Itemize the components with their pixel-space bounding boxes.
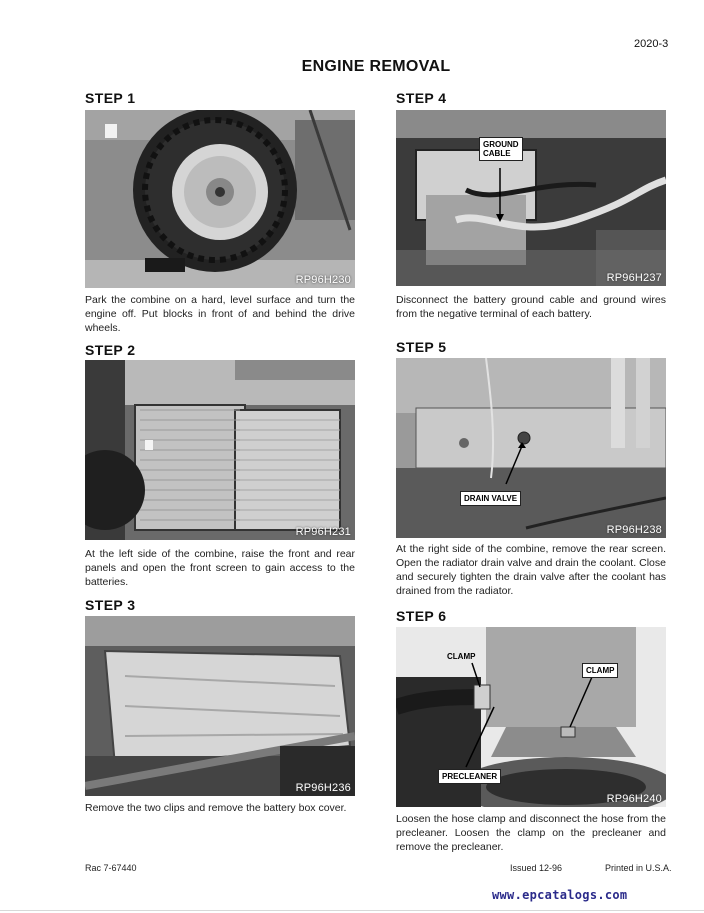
page-title: ENGINE REMOVAL — [301, 58, 451, 75]
clamp-callout-right: CLAMP — [582, 663, 618, 678]
footer-printed: Printed in U.S.A. — [605, 863, 672, 873]
tire-photo-icon — [85, 110, 355, 288]
step-3-heading: STEP 3 — [85, 597, 136, 613]
step-6-photo — [396, 627, 666, 807]
step-2-photo-code: RP96H231 — [295, 526, 351, 538]
step-3-caption: Remove the two clips and remove the battery box cover. — [85, 802, 347, 814]
step-5-photo-code: RP96H238 — [606, 524, 662, 536]
step-4-photo — [396, 110, 666, 286]
watermark-link[interactable]: www.epcatalogs.com — [492, 888, 628, 902]
step-1-photo-code: RP96H230 — [295, 274, 351, 286]
step-4-photo-code: RP96H237 — [606, 272, 662, 284]
step-4-heading: STEP 4 — [396, 90, 447, 106]
step-5-caption: At the right side of the combine, remove the rear screen. Open the radiator drain valve and drain the coolant. Close and securely tighten the drain valve after the coolant has drained from the radiator. — [396, 543, 666, 597]
battery-panel-photo-icon — [85, 360, 355, 540]
step-1-caption: Park the combine on a hard, level surface and turn the engine off. Put blocks in front of and behind the drive wheels. — [85, 294, 355, 334]
step-2-photo — [85, 360, 355, 540]
step-5-heading: STEP 5 — [396, 339, 447, 355]
clamp-callout-left: CLAMP — [447, 652, 476, 661]
step-3-photo-code: RP96H236 — [295, 782, 351, 794]
battery-cover-photo-icon — [85, 616, 355, 796]
precleaner-callout: PRECLEANER — [438, 769, 501, 784]
ground-cable-callout: GROUND CABLE — [479, 137, 523, 161]
step-6-caption: Loosen the hose clamp and disconnect the hose from the precleaner. Loosen the clamp on the precleaner and remove the precleaner. — [396, 813, 666, 853]
footer-issued: Issued 12-96 — [510, 863, 563, 873]
step-1-photo — [85, 110, 355, 288]
ground-cable-photo-icon — [396, 110, 666, 286]
step-6-heading: STEP 6 — [396, 608, 447, 624]
step-4-caption: Disconnect the battery ground cable and ground wires from the negative terminal of each battery. — [396, 294, 666, 320]
step-6-photo-code: RP96H240 — [606, 793, 662, 805]
precleaner-photo-icon — [396, 627, 666, 807]
step-2-heading: STEP 2 — [85, 342, 136, 358]
radiator-photo-icon — [396, 358, 666, 538]
bottom-divider — [0, 910, 704, 911]
step-1-heading: STEP 1 — [85, 90, 136, 106]
step-3-photo — [85, 616, 355, 796]
drain-valve-callout: DRAIN VALVE — [460, 491, 521, 506]
step-2-caption: At the left side of the combine, raise the front and rear panels and open the front screen to gain access to the batteries. — [85, 548, 355, 588]
step-5-photo — [396, 358, 666, 538]
footer-doc-number: Rac 7-67440 — [85, 863, 137, 873]
page-number: 2020-3 — [634, 38, 669, 50]
